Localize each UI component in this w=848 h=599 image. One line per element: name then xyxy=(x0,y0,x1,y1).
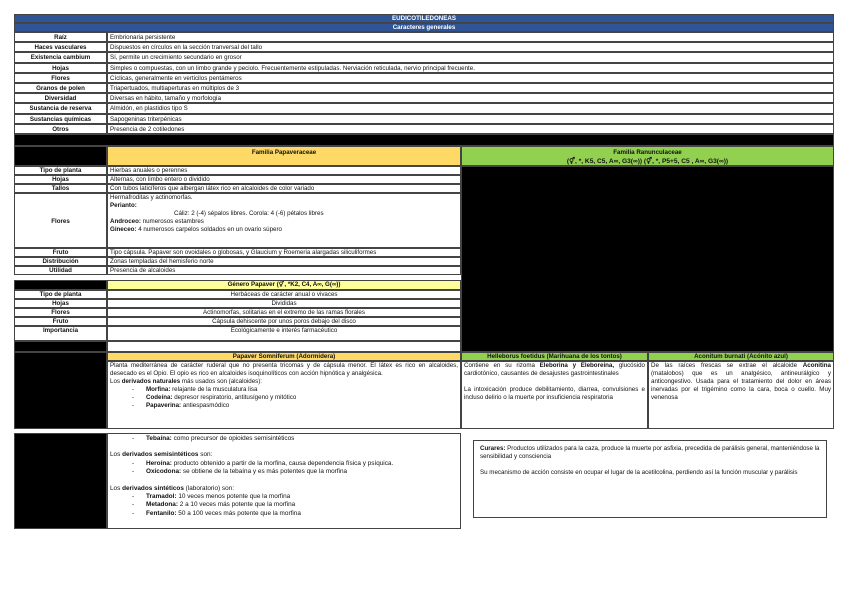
papaveraceae-flores xyxy=(107,193,461,248)
sint-bold: derivados sintéticos xyxy=(122,484,184,492)
derivados-semisinteticos-list xyxy=(110,460,458,477)
item-bold: Fentanilo: xyxy=(146,509,177,517)
item-text: producto obtenido a partir de la morfina, causa dependencia física y psíquica. xyxy=(171,459,394,467)
helleborus-body xyxy=(461,361,648,429)
black-block-right xyxy=(461,166,834,352)
papaveraceae-row-label: Fruto xyxy=(14,248,107,257)
gineceo-text: 4 numerosos carpelos soldados en un ovario súpero xyxy=(136,226,282,233)
papaveraceae-row-value: Tipo cápsula. Papaver son ovoidales o globosas, y Glaucium y Roemeria alargadas siliculiformes xyxy=(107,248,461,257)
acon-post: (matalobos) que es un analgésico, antineurálgico y anticongestivo. Usada para el tratamiento del dolor en áreas inervadas por el trigémino como la cara, boca o cuello. Muy venenosa xyxy=(651,370,831,401)
item-text: 50 a 100 veces más potente que la morfina xyxy=(176,509,301,517)
general-row-value: Almidón, en plastidios tipo S xyxy=(107,103,834,113)
black-block-left xyxy=(14,341,107,352)
black-block-species xyxy=(14,352,107,429)
androceo-text: numerosos estambres xyxy=(140,218,204,225)
general-row-label: Haces vasculares xyxy=(14,42,107,52)
general-row-value: Dispuestos en círculos en la sección tranversal del tallo xyxy=(107,42,834,52)
papaver-genus-header: Género Papaver (⚥, *K2, C4, A∞, G(∞)) xyxy=(107,280,461,290)
helleborus-p1 xyxy=(464,362,645,378)
curares-text: Productos utilizados para la caza, produce la muerte por asfixia, precedida de parálisis general, manteniéndose la sensibilidad y consciencia xyxy=(480,445,820,461)
papaver-row-label: Fruto xyxy=(14,317,107,326)
general-row-label: Sustancias químicas xyxy=(14,114,107,124)
general-row-value: Embrionaria persistente xyxy=(107,32,834,42)
papaveraceae-row-label: Hojas xyxy=(14,175,107,184)
perianto-label: Perianto: xyxy=(110,202,137,209)
bullet: - xyxy=(132,493,135,501)
papaver-row-value: Cápsula dehiscente por unos poros debajo del disco xyxy=(107,317,461,326)
curares-p1 xyxy=(480,445,820,461)
somniferum-continuation xyxy=(107,433,461,529)
papaveraceae-header: Familia Papaveraceae xyxy=(107,146,461,166)
bullet: - xyxy=(132,386,135,393)
semi-pre: Los xyxy=(110,451,123,459)
papaver-row-value: Divididas xyxy=(107,299,461,308)
bullet: - xyxy=(132,435,135,442)
general-row-label: Flores xyxy=(14,73,107,83)
item-text: relajante de la musculatura lisa xyxy=(170,386,258,393)
item-bold: Morfina: xyxy=(146,386,171,393)
aconitum-header: Aconitum burnati (Acónito azul) xyxy=(648,352,834,361)
bullet: - xyxy=(132,501,135,509)
table-title: EUDICOTILEDÓNEAS xyxy=(14,14,834,23)
black-separator xyxy=(14,134,834,146)
papaveraceae-row-value: Hierbas anuales o perennes xyxy=(107,166,461,175)
papaveraceae-row-value: Presencia de alcaloides xyxy=(107,266,461,275)
item-bold: Tebaína: xyxy=(146,435,172,442)
somniferum-paragraph: Planta mediterránea de carácter ruderal que no presenta tricomas y de cápsula menor. El látex es rico en alcaloides, desecado es el Opio. El opio es rico en alcaloides isoquinolíticos con acción hipnótica y analgésica. xyxy=(110,362,458,377)
ranunculaceae-title: Familia Ranunculaceae xyxy=(613,149,682,156)
item-text: depresor respiratorio, antitusígeno y mitótico xyxy=(172,394,297,401)
nat-bold: derivados naturales xyxy=(121,378,181,385)
flores-line: Hermafroditas y actinomorfas. xyxy=(110,194,193,201)
curares-bold: Curares: xyxy=(480,445,506,452)
helleborus-p2: La intoxicación produce debilitamiento, diarrea, convulsiones e incluso delirio o la muerte por insuficiencia respiratoria xyxy=(464,386,645,401)
papaveraceae-row-value: Con tubos laticíferos que albergan látex rico en alcaloides de color variado xyxy=(107,184,461,193)
table-subtitle: Caracteres generales xyxy=(14,23,834,32)
black-label-cell xyxy=(14,146,107,166)
bullet: - xyxy=(132,394,135,401)
general-row-value: Sapogeninas triterpénicas xyxy=(107,114,834,124)
item-bold: Codeína: xyxy=(146,394,173,401)
acon-bold: Aconitina xyxy=(802,362,831,369)
item-bold: Metadona: xyxy=(146,501,178,509)
androceo-label: Androceo: xyxy=(110,218,141,225)
acon-pre: De las raíces frescas se extrae el alcaloide xyxy=(651,362,803,369)
general-row-value: Cíclicas, generalmente en verticilos pentámeros xyxy=(107,73,834,83)
list-item xyxy=(110,510,458,518)
derivados-sinteticos-list xyxy=(110,493,458,518)
item-text: 2 a 10 veces más potente que la morfina xyxy=(177,501,296,509)
papaveraceae-row-label: Tipo de planta xyxy=(14,166,107,175)
papaver-row-value: Ecológicamente e interés farmacéutico xyxy=(107,326,461,341)
somniferum-body xyxy=(107,361,461,429)
list-item xyxy=(110,501,458,509)
item-bold: Oxicodona: xyxy=(146,468,182,476)
item-bold: Papaverina: xyxy=(146,402,182,409)
aconitum-paragraph xyxy=(651,362,831,402)
list-item xyxy=(110,468,458,476)
item-text: como precursor de opioides semisintéticos xyxy=(171,435,295,442)
list-item xyxy=(110,493,458,501)
general-row-value: Sí, permite un crecimiento secundario en grosor xyxy=(107,52,834,62)
black-label-cell xyxy=(14,280,107,290)
general-row-label: Existencia cambium xyxy=(14,52,107,62)
list-item xyxy=(110,402,458,410)
hell-bold: Eleborina y Eleboreina, xyxy=(539,362,615,369)
item-bold: Tramadol: xyxy=(146,493,177,501)
derivados-sinteticos-line xyxy=(110,485,458,493)
papaveraceae-row-value: Alternas, con limbo entero o dividido xyxy=(107,175,461,184)
androceo-line xyxy=(110,218,458,226)
papaver-row-label: Importancia xyxy=(14,326,107,341)
general-row-label: Raíz xyxy=(14,32,107,42)
perianto-detail: Cáliz: 2 (-4) sépalos libres. Corola: 4 (-6) pétalos libres xyxy=(174,210,324,217)
papaveraceae-row-label: Distribución xyxy=(14,257,107,266)
helleborus-header: Helleborus foetidus (Marihuana de los tontos) xyxy=(461,352,648,361)
black-block-continuation xyxy=(14,433,107,529)
blank-cell xyxy=(107,341,461,352)
semi-post: son: xyxy=(198,451,213,459)
hell-pre: Contiene en su rizoma xyxy=(464,362,540,369)
item-text: antiespasmódico xyxy=(181,402,230,409)
list-item xyxy=(110,386,458,394)
sint-pre: Los xyxy=(110,484,123,492)
papaveraceae-row-value: Zonas templadas del hemisferio norte xyxy=(107,257,461,266)
general-row-label: Sustancia de reserva xyxy=(14,103,107,113)
general-row-value: Presencia de 2 cotiledones xyxy=(107,124,834,134)
tebaina-item xyxy=(110,435,458,443)
general-row-value: Simples o compuestas, con un limbo grande y peciolo. Frecuentemente estipuladas. Nerviación reticulada, nervio principal frecuente. xyxy=(107,63,834,73)
papaver-row-value: Actinomorfas, solitarias en el extremo de las ramas florales xyxy=(107,308,461,317)
curares-p2: Su mecanismo de acción consiste en ocupar el lugar de la acetilcolina, perdiendo así la función muscular y parálisis xyxy=(480,469,798,477)
general-row-value: Diversas en hábito, tamaño y morfología xyxy=(107,93,834,103)
semi-bold: derivados semisintéticos xyxy=(122,451,199,459)
papaveraceae-row-label: Utilidad xyxy=(14,266,107,275)
curares-box xyxy=(473,440,827,518)
papaver-row-value: Herbáceas de carácter anual o vivaces xyxy=(107,290,461,299)
derivados-naturales-list xyxy=(110,386,458,410)
nat-post: más usados son (alcaloides): xyxy=(180,378,263,385)
papaver-row-label: Flores xyxy=(14,308,107,317)
bullet: - xyxy=(132,468,135,476)
item-bold: Heroína: xyxy=(146,459,172,467)
list-item xyxy=(110,394,458,402)
bullet: - xyxy=(132,459,135,467)
general-row-value: Triapertuados, multiaperturas en múltiplos de 3 xyxy=(107,83,834,93)
bullet: - xyxy=(132,402,135,409)
item-text: se obtiene de la tebaína y es más potentes que la morfina xyxy=(181,468,348,476)
ranunculaceae-formula: (⚥, *, K5, C5, A∞, G3(∞)) (⚥, *, P5+5, C5 , A∞, G3(∞)) xyxy=(566,158,729,165)
row-label-flores: Flores xyxy=(14,193,107,248)
bullet: - xyxy=(132,509,135,517)
nat-pre: Los xyxy=(110,378,122,385)
papaver-row-label: Hojas xyxy=(14,299,107,308)
general-row-label: Diversidad xyxy=(14,93,107,103)
general-row-label: Hojas xyxy=(14,63,107,73)
gineceo-line xyxy=(110,226,458,234)
general-row-label: Otros xyxy=(14,124,107,134)
hell-post: glucósido cardiotónico, causantes de desajustes gastrointestinales xyxy=(464,362,645,377)
gineceo-label: Gineceo: xyxy=(110,226,137,233)
ranunculaceae-header xyxy=(461,146,834,166)
sint-post: (laboratorio) son: xyxy=(183,484,234,492)
derivados-naturales-line xyxy=(110,378,458,386)
somniferum-header: Papaver Somniferum (Adormidera) xyxy=(107,352,461,361)
derivados-semisinteticos-line xyxy=(110,451,458,459)
item-text: 10 veces menos potente que la morfina xyxy=(176,493,291,501)
papaveraceae-row-label: Tallos xyxy=(14,184,107,193)
papaver-row-label: Tipo de planta xyxy=(14,290,107,299)
list-item xyxy=(110,460,458,468)
general-row-label: Granos de polen xyxy=(14,83,107,93)
aconitum-body xyxy=(648,361,834,429)
